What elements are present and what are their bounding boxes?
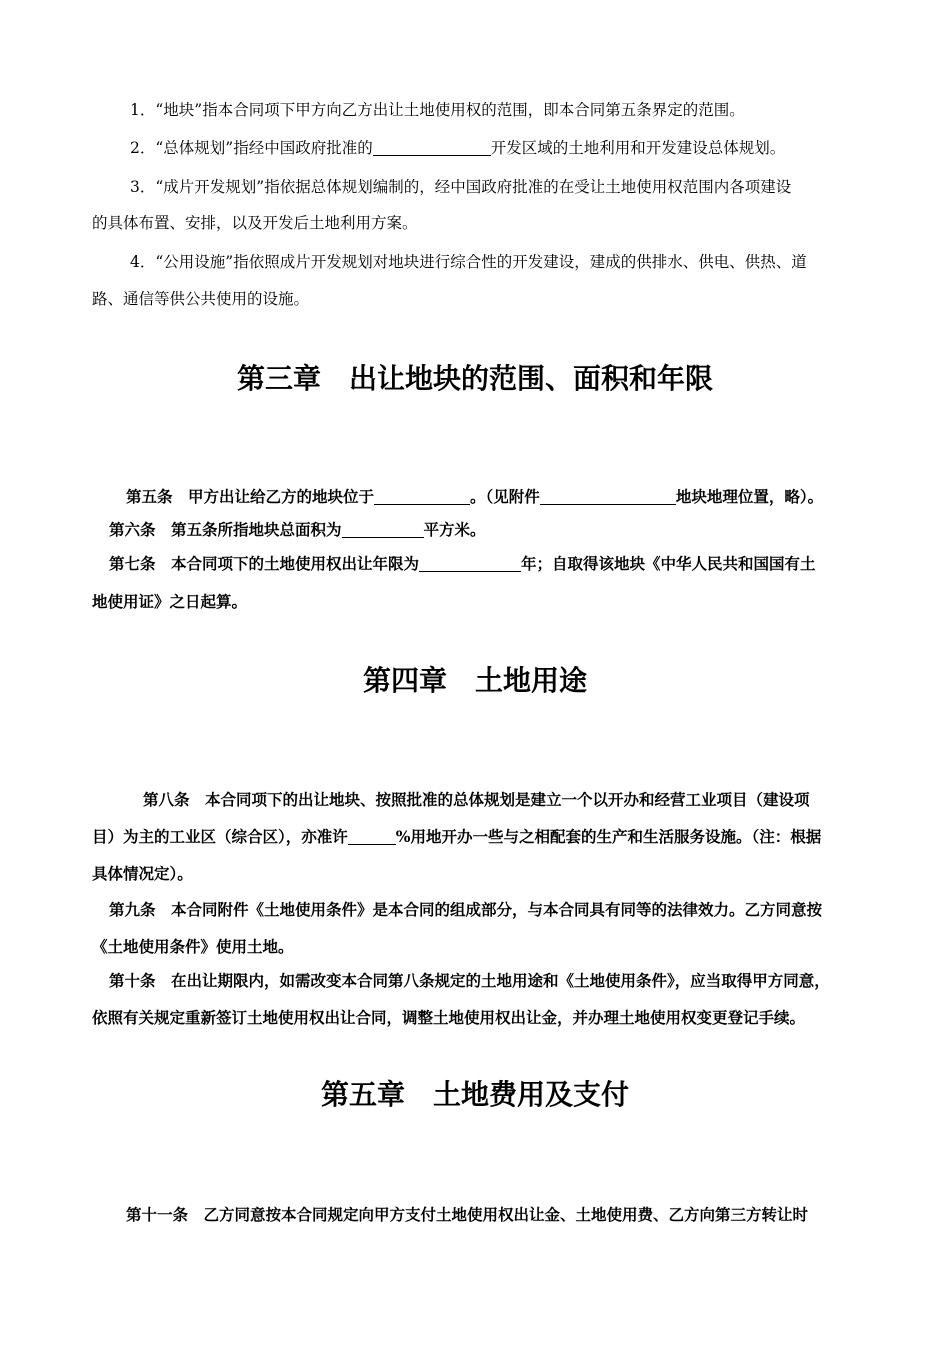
area-blank[interactable] [342, 521, 424, 538]
definition-4-number: 4． [130, 253, 156, 271]
chapter-5-title: 第五章 土地费用及支付 [320, 1078, 629, 1111]
article-8-line1 [143, 789, 810, 811]
article-8-text-2a: 目）为主的工业区（综合区），亦准许 [92, 827, 348, 846]
location-blank[interactable] [374, 488, 470, 505]
article-5-text-b: 。（见附件 [470, 487, 540, 506]
article-9-label: 第九条 [109, 900, 156, 919]
article-10-text-1: 在出让期限内，如需改变本合同第八条规定的土地用途和《土地使用条件》，应当取得甲方同意， [171, 971, 830, 990]
definition-1-text: “地块”指本合同项下甲方向乙方出让土地使用权的范围，即本合同第五条界定的范围。 [155, 101, 745, 119]
article-5-text-c: 地块地理位置，略）。 [675, 487, 824, 506]
article-11-label: 第十一条 [126, 1205, 189, 1224]
article-11-line1 [126, 1204, 808, 1226]
attachment-blank[interactable] [540, 488, 676, 505]
article-6-label: 第六条 [109, 520, 156, 539]
article-5-text-a: 甲方出让给乙方的地块位于 [188, 487, 375, 506]
article-7-text-a: 本合同项下的土地使用权出让年限为 [171, 554, 420, 573]
definition-2-text-pre: “总体规划”指经中国政府批准的 [155, 139, 373, 157]
article-6-text-a: 第五条所指地块总面积为 [171, 520, 342, 539]
definition-3-text: “成片开发规划”指依据总体规划编制的，经中国政府批准的在受让土地使用权范围内各项建设 [155, 178, 792, 196]
definition-2-number: 2． [130, 139, 156, 157]
article-9-text-1: 本合同附件《土地使用条件》是本合同的组成部分，与本合同具有同等的法律效力。乙方同意按 [171, 900, 823, 919]
article-8-text-2b: %用地开办一些与之相配套的生产和生活服务设施。（注：根据 [395, 827, 822, 846]
blank-field[interactable] [373, 139, 491, 156]
percent-blank[interactable] [348, 828, 396, 845]
term-years-blank[interactable] [419, 555, 521, 572]
article-11-text-1: 乙方同意按本合同规定向甲方支付土地使用权出让金、土地使用费、乙方向第三方转让时 [203, 1205, 809, 1224]
definition-2-text-post: 开发区域的土地利用和开发建设总体规划。 [490, 139, 786, 157]
article-8-text-1: 本合同项下的出让地块、按照批准的总体规划是建立一个以开办和经营工业项目（建设项 [205, 790, 810, 809]
definition-1 [130, 99, 745, 121]
definition-1-number: 1． [130, 101, 156, 119]
definition-3-line1 [130, 176, 791, 198]
chapter-3-title: 第三章 出让地块的范围、面积和年限 [236, 362, 713, 395]
definition-4-text: “公用设施”指依照成片开发规划对地块进行综合性的开发建设，建成的供排水、供电、供热、道 [155, 253, 807, 271]
article-8-line2 [92, 826, 821, 848]
article-5-label: 第五条 [126, 487, 173, 506]
article-9-line1 [109, 899, 822, 921]
article-6-text-b: 平方米。 [423, 520, 486, 539]
definition-4-line2: 路、通信等供公共使用的设施。 [92, 290, 310, 308]
definition-3-line2: 的具体布置、安排，以及开发后土地利用方案。 [92, 214, 418, 232]
article-5 [126, 486, 823, 508]
definition-2 [130, 137, 785, 159]
article-7-label: 第七条 [109, 554, 156, 573]
article-7-line2: 地使用证》之日起算。 [92, 592, 248, 611]
article-6 [109, 519, 486, 541]
article-9-line2: 《土地使用条件》使用土地。 [92, 937, 294, 956]
article-10-line1 [109, 970, 830, 992]
article-7-line1 [109, 553, 816, 575]
article-8-line3: 具体情况定）。 [92, 864, 193, 883]
definition-3-number: 3． [130, 178, 156, 196]
definition-4-line1 [130, 251, 807, 273]
chapter-4-title: 第四章 土地用途 [362, 664, 587, 697]
article-8-label: 第八条 [143, 790, 190, 809]
article-10-label: 第十条 [109, 971, 156, 990]
article-7-text-b: 年；自取得该地块《中华人民共和国国有土 [521, 554, 816, 573]
article-10-line2: 依照有关规定重新签订土地使用权出让合同，调整土地使用权出让金，并办理土地使用权变更登记手续。 [92, 1008, 806, 1027]
